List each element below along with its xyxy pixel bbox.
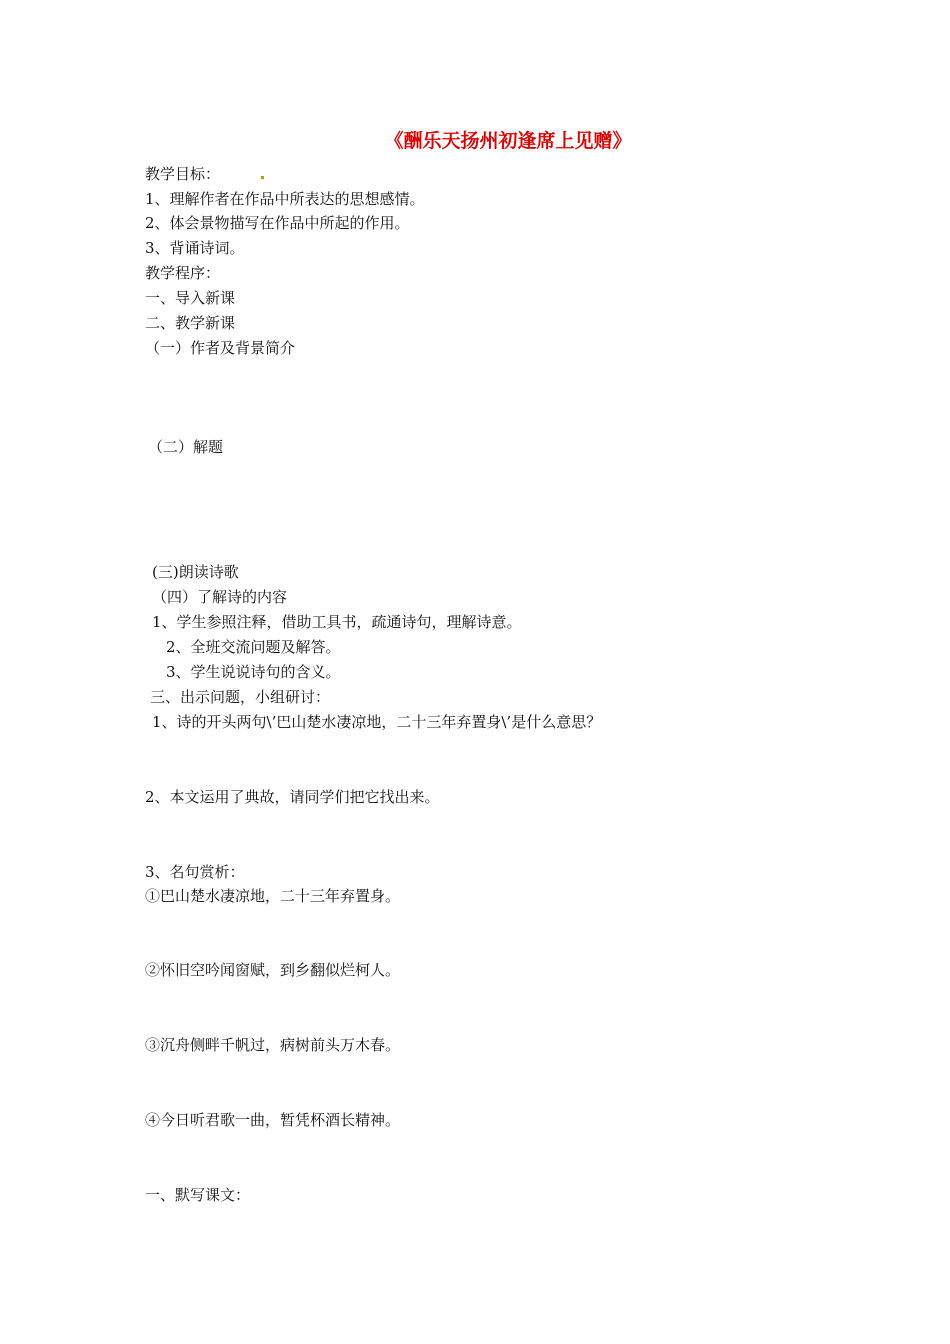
- content-step-1: 1、学生参照注释，借助工具书，疏通诗句，理解诗意。: [152, 613, 522, 631]
- subsection-content: （四）了解诗的内容: [152, 588, 288, 606]
- subsection-title-explanation: （二）解题: [148, 438, 224, 456]
- section-heading-objectives: 教学目标：: [145, 165, 221, 183]
- document-title: 《酬乐天扬州初逢席上见赠》: [384, 130, 632, 152]
- famous-line-1: ①巴山楚水凄凉地，二十三年弃置身。: [145, 887, 401, 905]
- step-intro: 一、导入新课: [145, 289, 236, 307]
- famous-line-4: ④今日听君歌一曲，暂凭杯酒长精神。: [145, 1111, 401, 1129]
- objective-1: 1、理解作者在作品中所表达的思想感情。: [145, 190, 425, 208]
- question-2: 2、本文运用了典故，请同学们把它找出来。: [145, 788, 440, 806]
- content-step-2: 2、全班交流问题及解答。: [166, 638, 341, 656]
- question-3: 3、名句赏析：: [145, 863, 245, 881]
- subsection-author-background: （一）作者及背景简介: [145, 339, 296, 357]
- question-1: 1、诗的开头两句\’巴山楚水凄凉地，二十三年弃置身\’是什么意思？: [152, 713, 602, 731]
- objective-2: 2、体会景物描写在作品中所起的作用。: [145, 214, 410, 232]
- famous-line-2: ②怀旧空吟闻窗赋，到乡翻似烂柯人。: [145, 961, 401, 979]
- section-discussion: 三、出示问题，小组研讨：: [150, 688, 331, 706]
- step-teaching: 二、教学新课: [145, 314, 236, 332]
- subsection-reading: (三)朗读诗歌: [152, 563, 239, 581]
- content-step-3: 3、学生说说诗句的含义。: [166, 663, 341, 681]
- famous-line-3: ③沉舟侧畔千帆过，病树前头万木春。: [145, 1036, 401, 1054]
- section-dictation: 一、默写课文：: [145, 1186, 251, 1204]
- section-heading-procedure: 教学程序：: [145, 264, 221, 282]
- scan-mark: [261, 176, 264, 179]
- objective-3: 3、背诵诗词。: [145, 239, 245, 257]
